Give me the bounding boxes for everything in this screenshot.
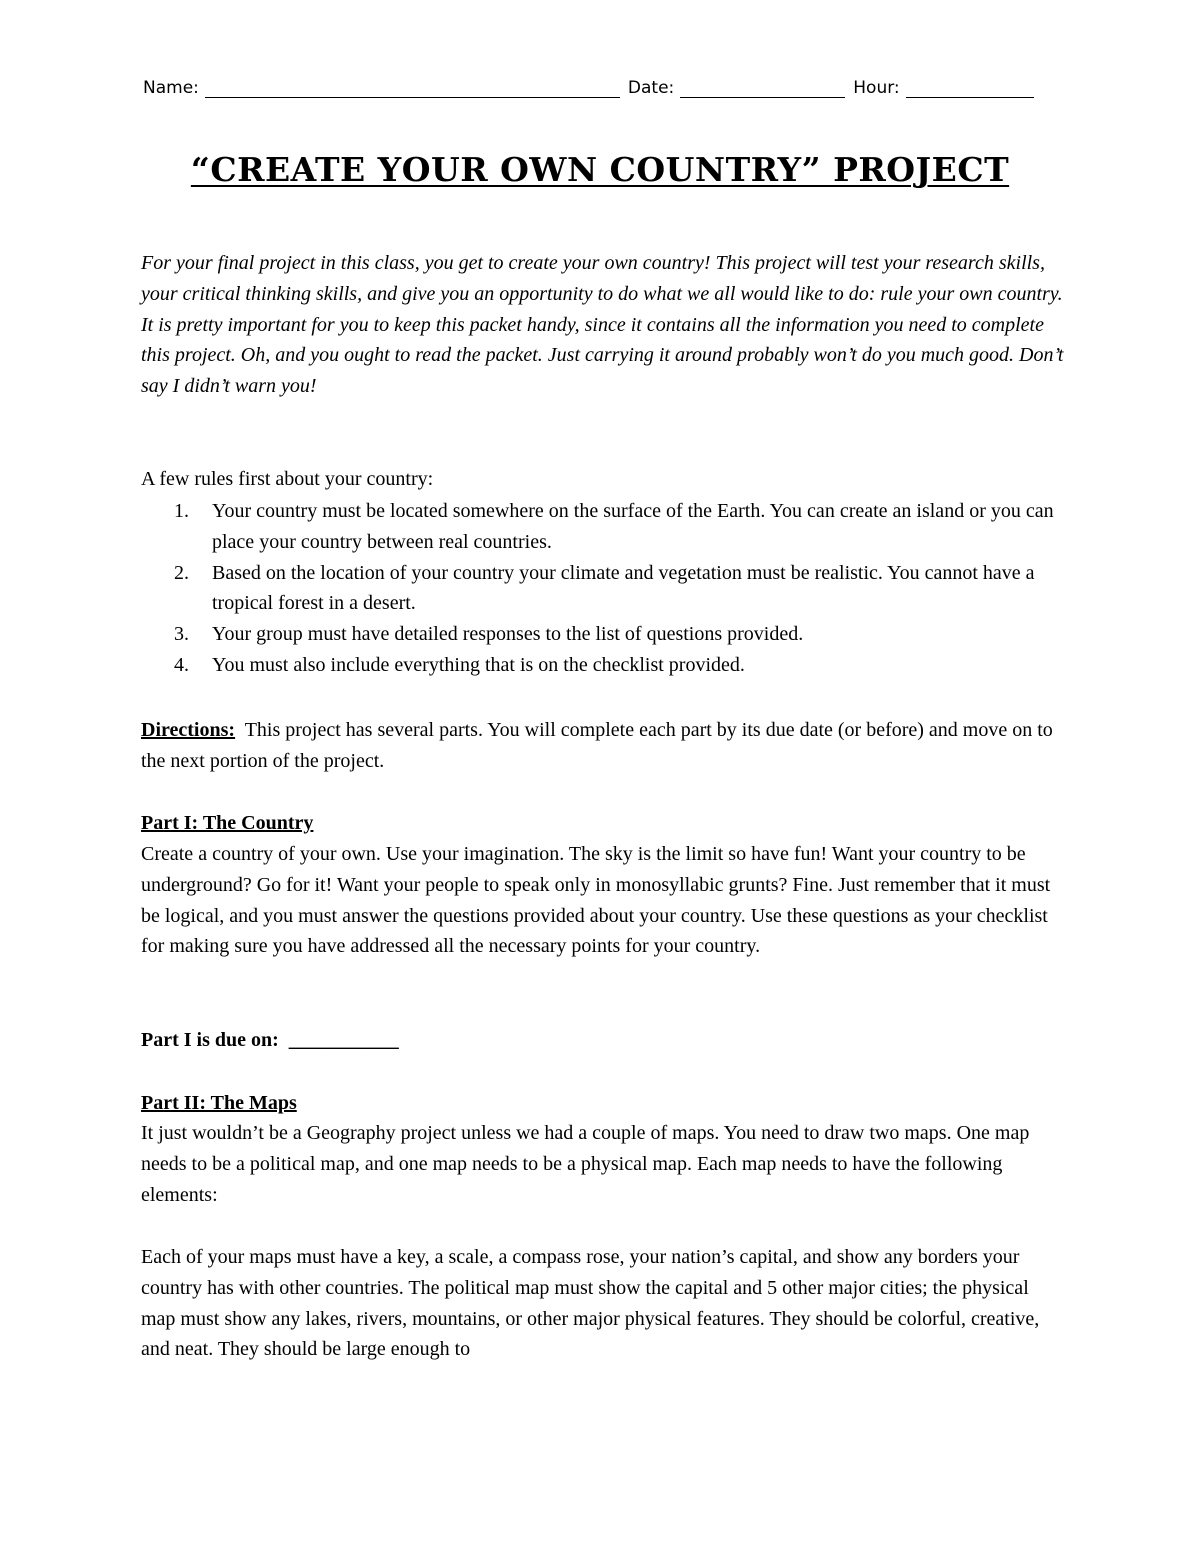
rule-number: 1. [174, 500, 189, 522]
rule-number: 2. [174, 561, 189, 584]
rules-list [141, 496, 1066, 681]
part1-due-line [141, 1025, 1066, 1056]
rule-item [141, 619, 1066, 650]
hour-label: Hour: [853, 78, 900, 98]
rule-text: Your group must have detailed responses to the list of questions provided. [212, 623, 804, 646]
student-info-header [143, 72, 1058, 98]
directions-paragraph [141, 715, 1066, 777]
page-title-wrap [0, 150, 1200, 189]
part2-body: It just wouldn’t be a Geography project unless we had a couple of maps. You need to draw two maps. One map needs to be a political map, and one map needs to be a physical map. Each map needs to have the following elements: [141, 1122, 1030, 1206]
part2-heading-wrap [141, 1088, 1066, 1119]
name-blank [205, 79, 620, 98]
part2-heading: Part II: The Maps [141, 1092, 297, 1114]
date-blank [680, 79, 845, 98]
rules-lead: A few rules first about your country: [141, 468, 434, 490]
directions-text: This project has several parts. You will complete each part by its due date (or before) and move on to the next portion of the project. [141, 719, 1053, 772]
rule-number: 3. [174, 623, 189, 646]
hour-blank [906, 79, 1034, 98]
part1-due-label: Part I is due on: [141, 1029, 279, 1051]
rule-text: Your country must be located somewhere on the surface of the Earth. You can create an island or you can place your country between real countries. [212, 500, 1054, 553]
part1-due-blank: ___________ [288, 1029, 399, 1051]
part1-heading: Part I: The Country [141, 812, 314, 834]
part1-body: Create a country of your own. Use your imagination. The sky is the limit so have fun! Want your country to be underground? Go for it! Want your people to speak only in monosyllabic grunts? Fine. Just remember that it must be logical, and you must answer the questions provided about your country. Use these questions as your checklist for making sure you have addressed all the necessary points for your country. [141, 843, 1051, 958]
date-label: Date: [627, 78, 675, 98]
rule-item [141, 558, 1066, 620]
rule-text: Based on the location of your country your climate and vegetation must be realistic. You cannot have a tropical forest in a desert. [212, 561, 1035, 615]
rule-number: 4. [174, 653, 189, 676]
rule-item [141, 496, 1066, 558]
intro-paragraph: For your final project in this class, you get to create your own country! This project will test your research skills, your critical thinking skills, and give you an opportunity to do what we all would like to do: rule your own country. It is pretty important for you to keep this packet handy, since it contains all the information you need to complete this project. Oh, and you ought to read the packet. Just carrying it around probably won’t do you much good. Don’t say I didn’t warn you! [141, 252, 1064, 398]
page-title: “CREATE YOUR OWN COUNTRY” PROJECT [190, 150, 1010, 189]
part2-elements-paragraph: Each of your maps must have a key, a scale, a compass rose, your nation’s capital, and show any borders your country has with other countries. The political map must show the capital and 5 other major cities; the physical map must show any lakes, rivers, mountains, or other major physical features. They should be colorful, creative, and neat. They should be large enough to [141, 1246, 1040, 1361]
rule-text: You must also include everything that is on the checklist provided. [212, 653, 745, 676]
directions-label: Directions: [141, 719, 236, 741]
name-label: Name: [143, 78, 199, 98]
part1-heading-wrap [141, 808, 1066, 839]
rule-item [141, 650, 1066, 681]
